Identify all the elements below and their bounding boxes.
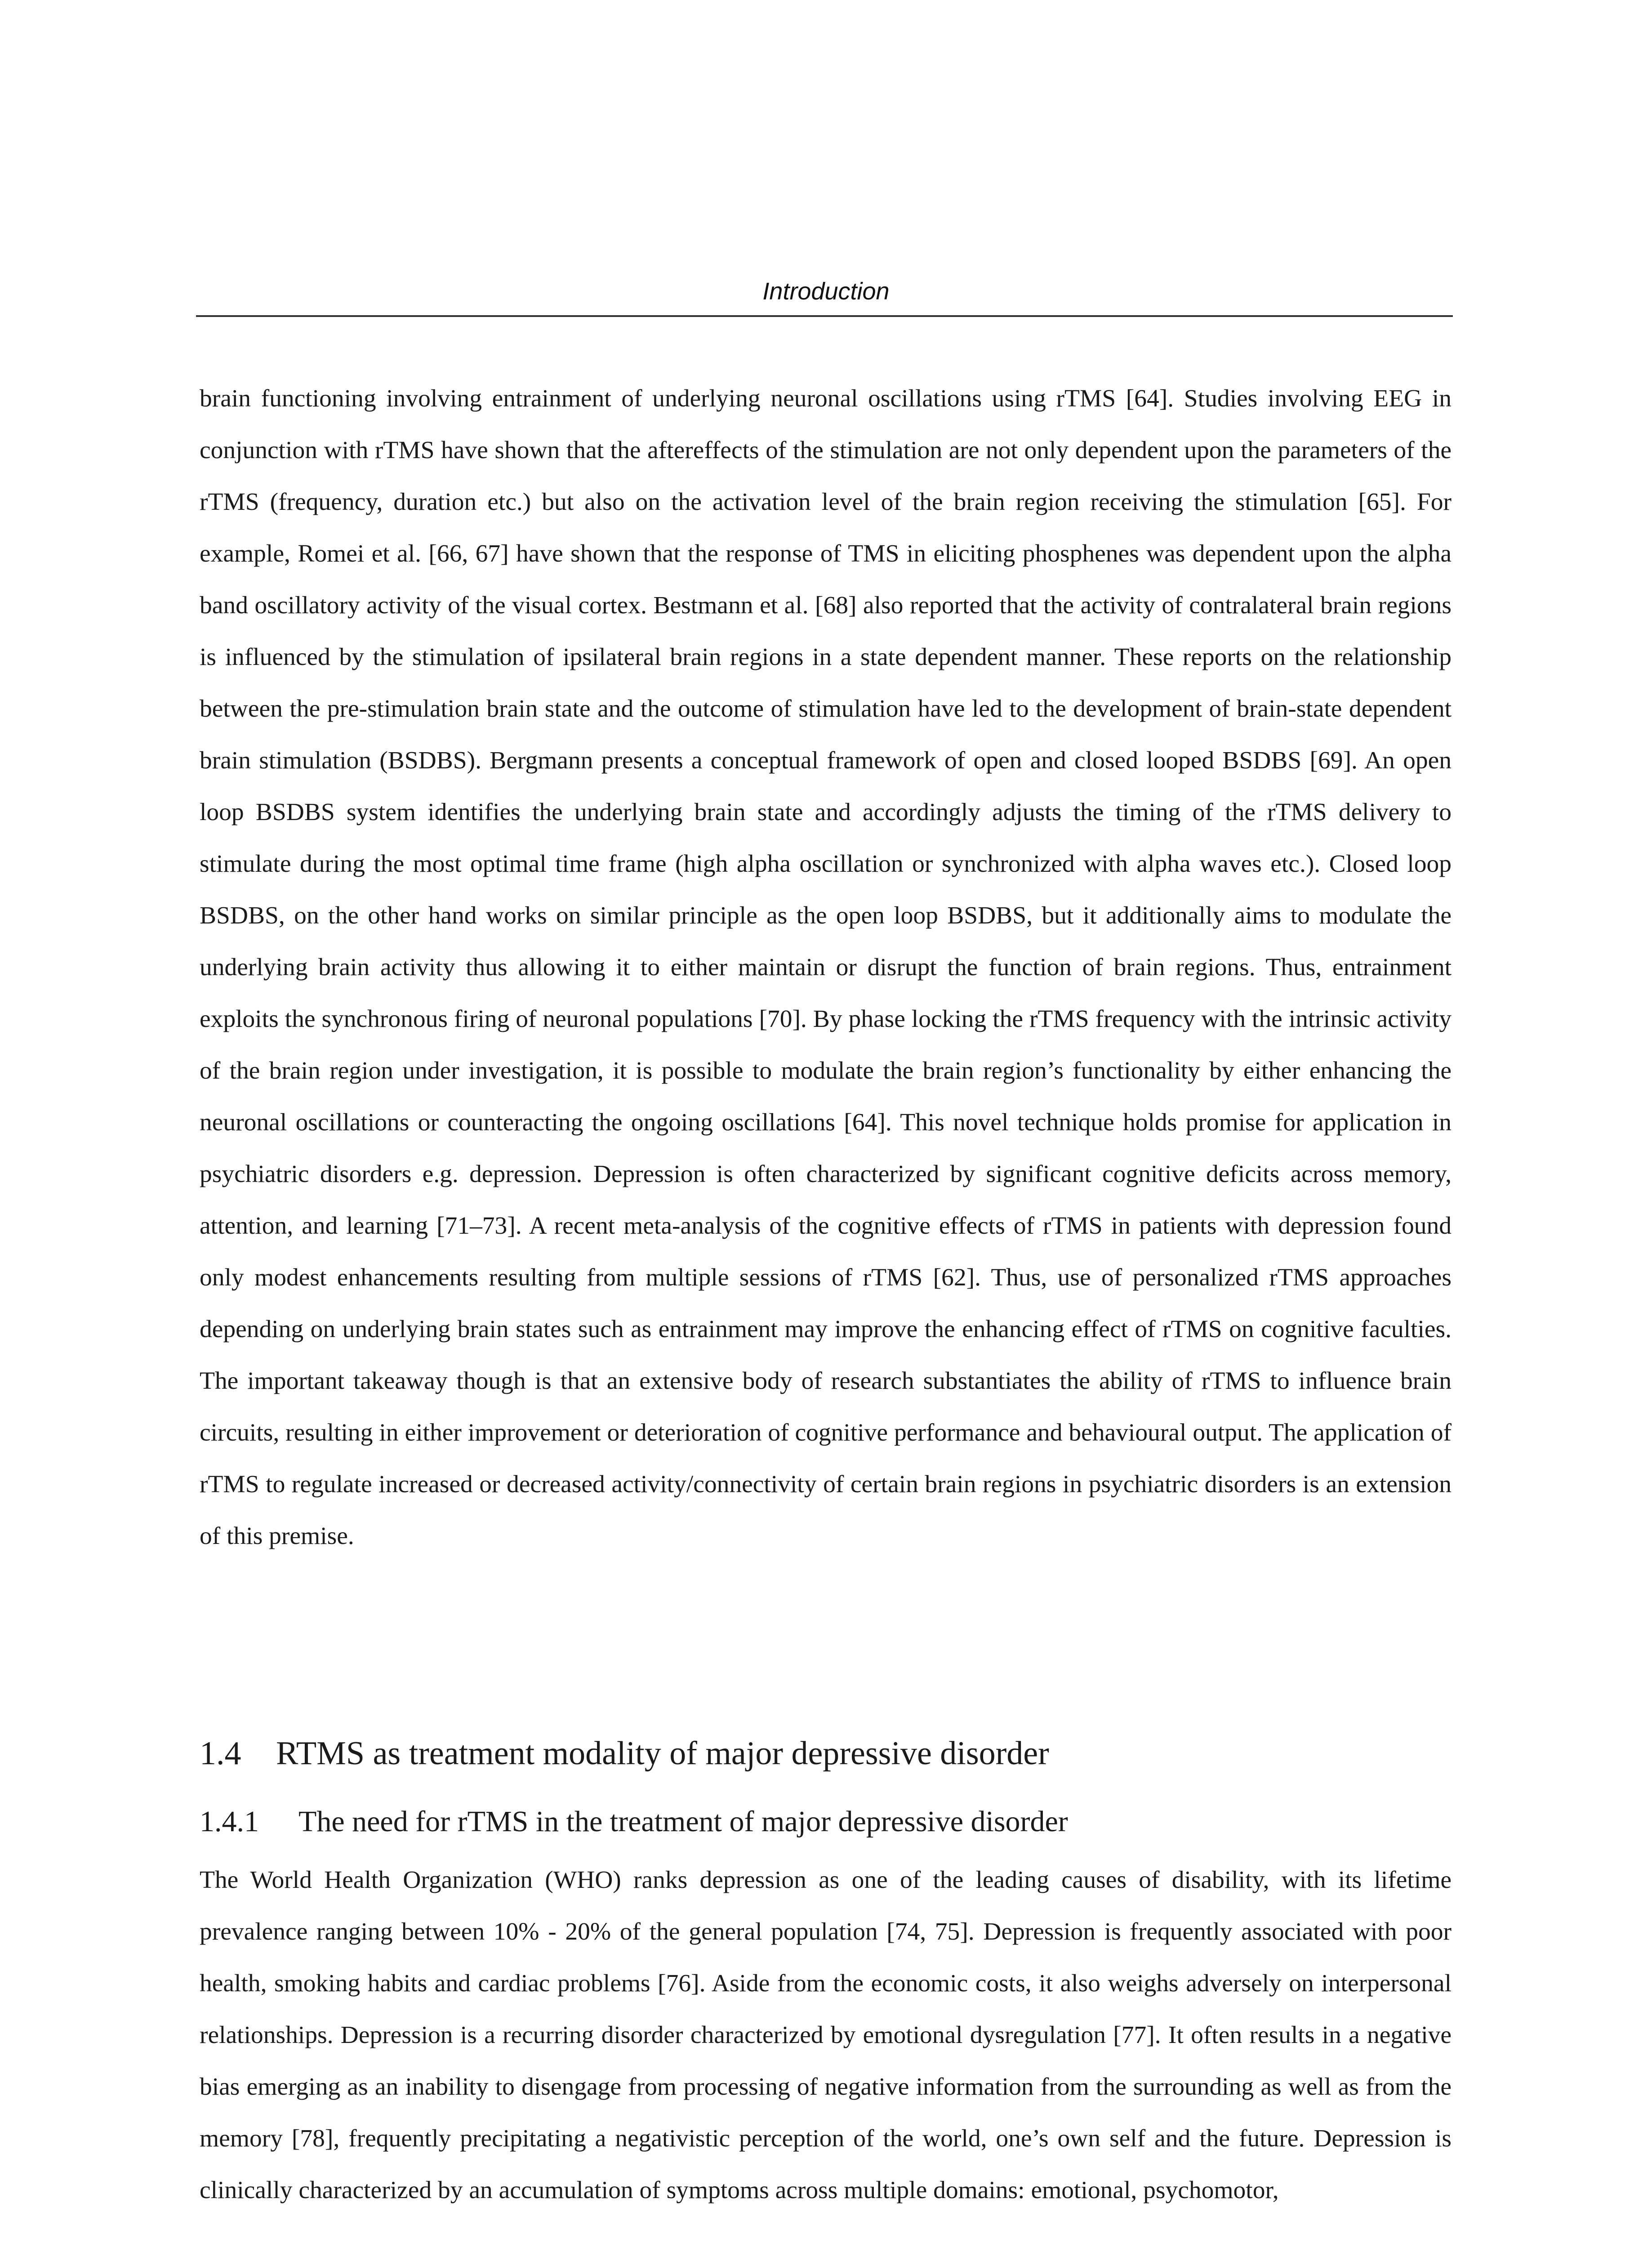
subsection-number: 1.4.1 <box>200 1805 259 1838</box>
body-paragraph-2: The World Health Organization (WHO) ranks depression as one of the leading causes of disability, with its lifetime prevalence ranging between 10% - 20% of the general population [74, 75]. Depression is frequently associated with poor health, smoking habits and cardiac problems [76]. Aside from the economic costs, it also weighs adversely on interpersonal relationships. Depression is a recurring disorder characterized by emotional dysregulation [77]. It often results in a negative bias emerging as an inability to disengage from processing of negative information from the surrounding as well as from the memory [78], frequently precipitating a negativistic perception of the world, one’s own self and the future. Depression is clinically characterized by an accumulation of symptoms across multiple domains: emotional, psychomotor, <box>200 1866 1452 2204</box>
header-rule <box>196 315 1453 317</box>
subsection-heading <box>200 1804 1068 1840</box>
section-number: 1.4 <box>200 1735 241 1772</box>
section-heading <box>200 1733 1049 1774</box>
section-title: RTMS as treatment modality of major depressive disorder <box>276 1735 1049 1772</box>
body-paragraph-1: brain functioning involving entrainment of underlying neuronal oscillations using rTMS [64]. Studies involving EEG in conjunction with rTMS have shown that the aftereffects of the stimulation are not only dependent upon the parameters of the rTMS (frequency, duration etc.) but also on the activation level of the brain region receiving the stimulation [65]. For example, Romei et al. [66, 67] have shown that the response of TMS in eliciting phosphenes was dependent upon the alpha band oscillatory activity of the visual cortex. Bestmann et al. [68] also reported that the activity of contralateral brain regions is influenced by the stimulation of ipsilateral brain regions in a state dependent manner. These reports on the relationship between the pre-stimulation brain state and the outcome of stimulation have led to the development of brain-state dependent brain stimulation (BSDBS). Bergmann presents a conceptual framework of open and closed looped BSDBS [69]. An open loop BSDBS system identifies the underlying brain state and accordingly adjusts the timing of the rTMS delivery to stimulate during the most optimal time frame (high alpha oscillation or synchronized with alpha waves etc.). Closed loop BSDBS, on the other hand works on similar principle as the open loop BSDBS, but it additionally aims to modulate the underlying brain activity thus allowing it to either maintain or disrupt the function of brain regions. Thus, entrainment exploits the synchronous firing of neuronal populations [70]. By phase locking the rTMS frequency with the intrinsic activity of the brain region under investigation, it is possible to modulate the brain region’s functionality by either enhancing the neuronal oscillations or counteracting the ongoing oscillations [64]. This novel technique holds promise for application in psychiatric disorders e.g. depression. Depression is often characterized by significant cognitive deficits across memory, attention, and learning [71–73]. A recent meta-analysis of the cognitive effects of rTMS in patients with depression found only modest enhancements resulting from multiple sessions of rTMS [62]. Thus, use of personalized rTMS approaches depending on underlying brain states such as entrainment may improve the enhancing effect of rTMS on cognitive faculties. The important takeaway though is that an extensive body of research substantiates the ability of rTMS to influence brain circuits, resulting in either improvement or deterioration of cognitive performance and behavioural output. The application of rTMS to regulate increased or decreased activity/connectivity of certain brain regions in psychiatric disorders is an extension of this premise. <box>200 385 1452 1550</box>
subsection-title: The need for rTMS in the treatment of major depressive disorder <box>298 1805 1068 1838</box>
running-header: Introduction <box>762 278 890 305</box>
